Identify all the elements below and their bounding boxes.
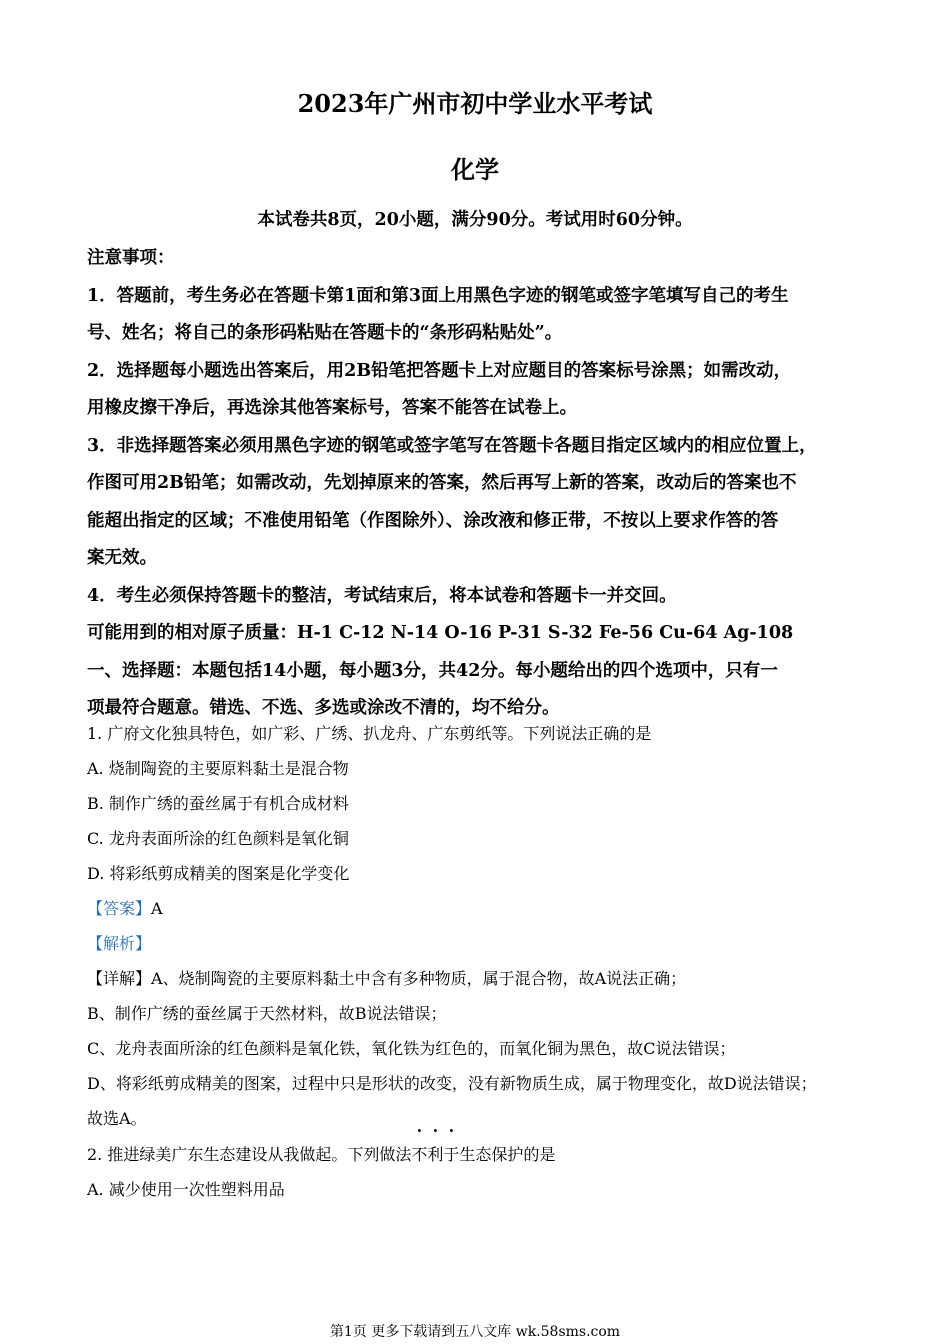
notes-heading: 注意事项：	[87, 248, 175, 268]
analysis-label: 【解析】	[87, 934, 152, 953]
detail-text: A、烧制陶瓷的主要原料黏土中含有多种物质，属于混合物，故A说法正确；	[151, 969, 687, 988]
option-a: A. 烧制陶瓷的主要原料黏土是混合物	[87, 759, 349, 778]
detail-line: D、将彩纸剪成精美的图案，过程中只是形状的改变，没有新物质生成，属于物理变化，故D说法错误；	[87, 1074, 817, 1093]
option-c: C. 龙舟表面所涂的红色颜料是氧化铜	[87, 829, 349, 848]
emphasis-char: 不	[411, 1145, 428, 1164]
answer-label: 【答案】	[87, 899, 152, 918]
analysis-line	[87, 926, 887, 961]
stem-text: 生态保护的是	[459, 1145, 556, 1164]
subject-title: 化学	[451, 155, 499, 184]
atomic-mass-line: 可能用到的相对原子质量：H-1 C-12 N-14 O-16 P-31 S-32 Fe-56 Cu-64 Ag-108	[87, 623, 794, 643]
option-d: D. 将彩纸剪成精美的图案是化学变化	[87, 864, 350, 883]
question-2	[87, 1137, 887, 1207]
question-stem	[87, 1137, 887, 1172]
notes-line: 4．考生必须保持答题卡的整洁，考试结束后，将本试卷和答题卡一并交回。	[87, 585, 677, 606]
notes-section	[87, 240, 887, 728]
notes-line: 2．选择题每小题选出答案后，用2B铅笔把答题卡上对应题目的答案标号涂黑；如需改动，	[87, 360, 792, 381]
option-a: A. 减少使用一次性塑料用品	[87, 1180, 285, 1199]
detail-line: 故选A。	[87, 1109, 147, 1128]
notes-line: 1．答题前，考生务必在答题卡第1面和第3面上用黑色字迹的钢笔或签字笔填写自己的考生	[87, 285, 789, 306]
notes-line: 用橡皮擦干净后，再选涂其他答案标号，答案不能答在试卷上。	[87, 398, 577, 418]
detail-line: C、龙舟表面所涂的红色颜料是氧化铁，氧化铁为红色的，而氧化铜为黑色，故C说法错误；	[87, 1039, 736, 1058]
notes-line: 3．非选择题答案必须用黑色字迹的钢笔或签字笔写在答题卡各题目指定区域内的相应位置上，	[87, 435, 817, 456]
stem-text: 2. 推进绿美广东生态建设从我做起。下列做法	[87, 1145, 412, 1164]
detail-line	[87, 961, 887, 996]
notes-line: 作图可用2B铅笔；如需改动，先划掉原来的答案，然后再写上新的答案，改动后的答案也不	[87, 473, 797, 493]
exam-title: 2023年广州市初中学业水平考试	[297, 89, 653, 118]
section-heading-line: 项最符合题意。错选、不选、多选或涂改不清的，均不给分。	[87, 698, 560, 718]
detail-line: B、制作广绣的蚕丝属于天然材料，故B说法错误；	[87, 1004, 447, 1023]
notes-line: 案无效。	[87, 548, 157, 568]
answer-value: A	[151, 899, 163, 918]
question-stem: 1. 广府文化独具特色，如广彩、广绣、扒龙舟、广东剪纸等。下列说法正确的是	[87, 724, 652, 743]
emphasis-char: 于	[443, 1145, 460, 1164]
option-b: B. 制作广绣的蚕丝属于有机合成材料	[87, 794, 349, 813]
exam-info: 本试卷共8页，20小题，满分90分。考试用时60分钟。	[257, 210, 693, 230]
detail-label: 【详解】	[87, 969, 152, 988]
section-heading-line: 一、选择题：本题包括14小题，每小题3分，共42分。每小题给出的四个选项中，只有一	[87, 660, 778, 681]
emphasis-char: 利	[427, 1145, 444, 1164]
notes-line: 号、姓名；将自己的条形码粘贴在答题卡的“条形码粘贴处”。	[87, 323, 563, 343]
notes-line: 能超出指定的区域；不准使用铅笔（作图除外）、涂改液和修正带，不按以上要求作答的答	[87, 510, 779, 531]
page-footer: 第1页 更多下载请到五八文库 wk.58sms.com	[329, 1324, 621, 1340]
question-1	[87, 716, 887, 1136]
answer-line	[87, 891, 887, 926]
